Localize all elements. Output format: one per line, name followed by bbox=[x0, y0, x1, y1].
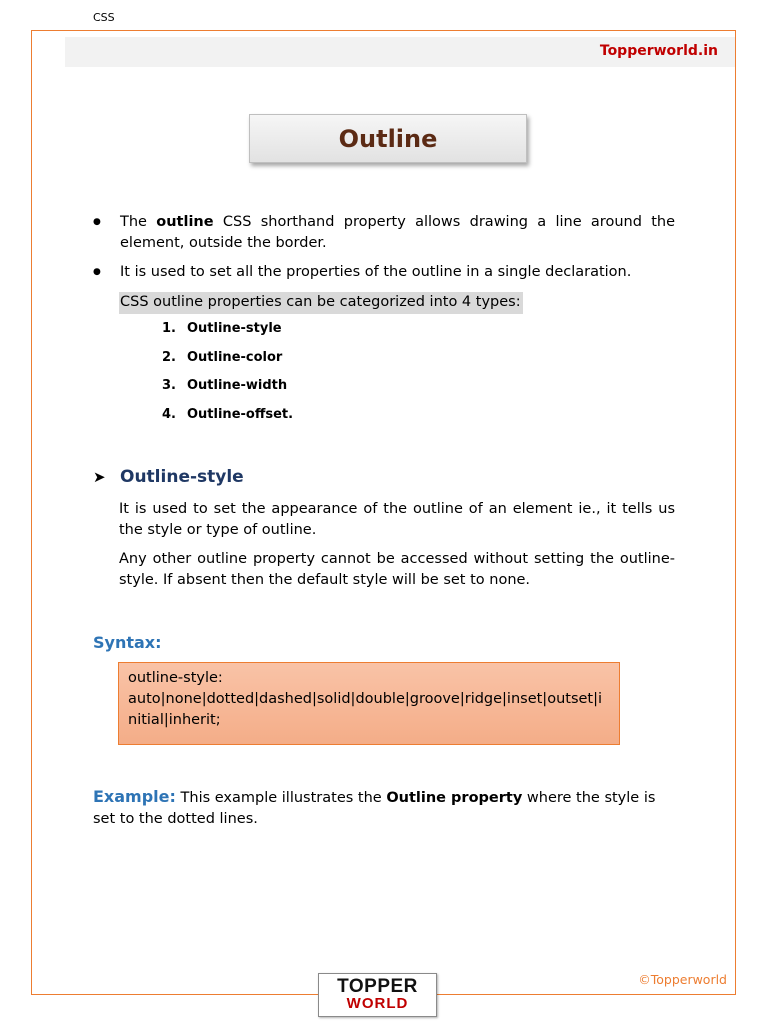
site-name: Topperworld.in bbox=[599, 43, 718, 59]
section-heading bbox=[93, 467, 244, 487]
arrow-bullet-icon: ➤ bbox=[93, 468, 106, 486]
section-heading-text: Outline-style bbox=[120, 467, 244, 487]
logo-line-2: WORLD bbox=[346, 995, 409, 1012]
section-paragraph-2: Any other outline property cannot be accessed without setting the outline-style. If absent then the default style will be set to none. bbox=[119, 551, 675, 588]
title-box bbox=[249, 114, 527, 163]
list-label: Outline-color bbox=[187, 349, 283, 365]
categorized-text: CSS outline properties can be categorized into 4 types: bbox=[119, 292, 523, 314]
list-item bbox=[162, 407, 293, 436]
list-label: Outline-style bbox=[187, 321, 282, 336]
list-item bbox=[162, 378, 293, 407]
list-number: 4. bbox=[162, 406, 176, 422]
syntax-heading: Syntax: bbox=[93, 633, 162, 652]
list-item bbox=[162, 350, 293, 379]
syntax-code-box bbox=[118, 662, 620, 745]
example-text-1: This example illustrates the bbox=[175, 790, 387, 806]
bullet-text-prefix: The bbox=[120, 214, 157, 230]
bullet-item bbox=[93, 212, 675, 254]
page-title: Outline bbox=[338, 124, 438, 153]
bullet-text-bold: outline bbox=[156, 214, 214, 230]
example-paragraph bbox=[93, 786, 663, 830]
list-label: Outline-width bbox=[187, 378, 288, 393]
logo-line-1: TOPPER bbox=[337, 976, 418, 997]
example-text-2: where the style is set to the dotted lines. bbox=[93, 790, 656, 827]
types-list bbox=[162, 321, 293, 435]
syntax-line-2: auto|none|dotted|dashed|solid|double|groove|ridge|inset|outset|initial|inherit; bbox=[128, 691, 603, 728]
topperworld-logo bbox=[318, 973, 437, 1017]
example-bold: Outline property bbox=[386, 790, 523, 806]
document-header-label: CSS bbox=[93, 11, 115, 24]
bullet-item bbox=[93, 262, 675, 283]
list-item bbox=[162, 321, 293, 350]
bullet-list bbox=[93, 212, 675, 291]
copyright-text: ©Topperworld bbox=[638, 972, 727, 987]
section-paragraph-1: It is used to set the appearance of the outline of an element ie., it tells us the style or type of outline. bbox=[119, 501, 675, 538]
example-label: Example: bbox=[93, 787, 176, 806]
list-number: 2. bbox=[162, 349, 176, 365]
bullet-text: It is used to set all the properties of the outline in a single declaration. bbox=[120, 264, 632, 280]
list-number: 3. bbox=[162, 378, 176, 393]
syntax-line-1: outline-style: bbox=[128, 670, 223, 686]
list-label: Outline-offset. bbox=[187, 406, 294, 422]
list-number: 1. bbox=[162, 321, 176, 336]
bullet-text-suffix: CSS shorthand property allows drawing a line around the element, outside the border. bbox=[120, 214, 675, 251]
